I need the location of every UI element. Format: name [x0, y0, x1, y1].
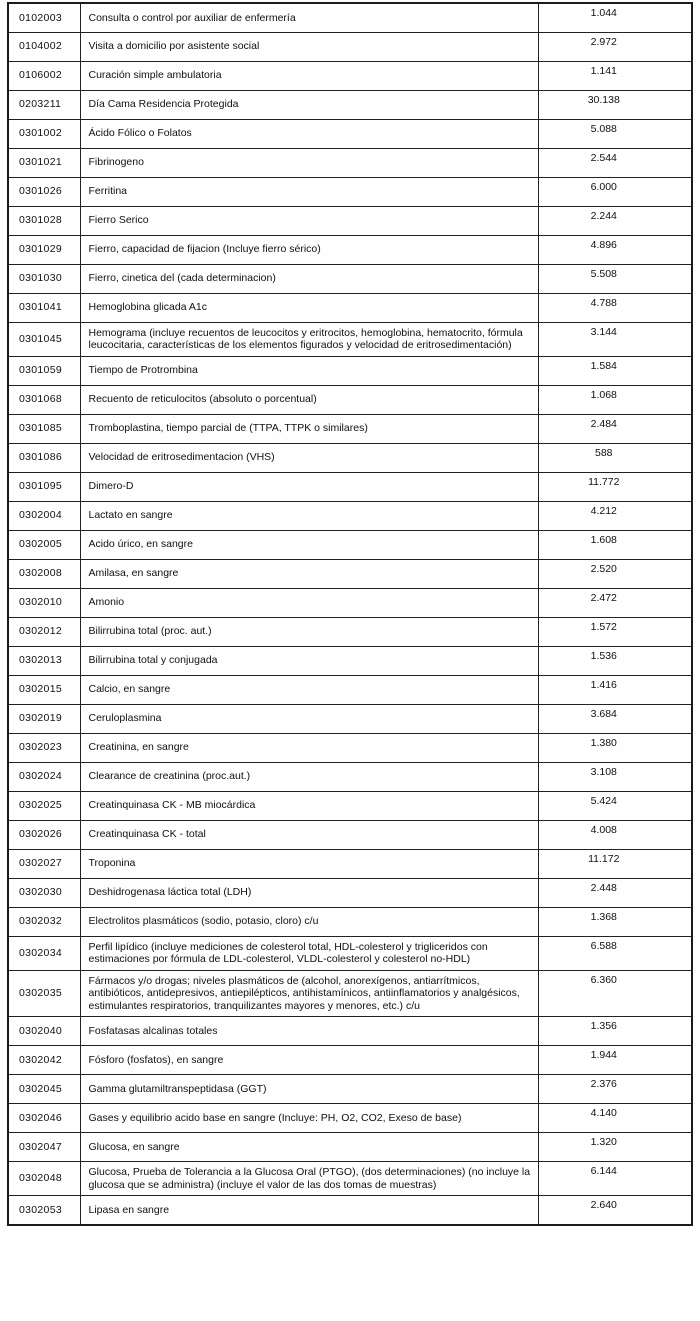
- table-row: [8, 501, 692, 530]
- description-cell: Deshidrogenasa láctica total (LDH): [80, 878, 538, 907]
- value-cell: 1.608: [538, 530, 692, 559]
- description-cell: Creatinquinasa CK - MB miocárdica: [80, 791, 538, 820]
- code-cell: 0301068: [8, 385, 80, 414]
- table-row: [8, 322, 692, 356]
- code-cell: 0302045: [8, 1075, 80, 1104]
- code-cell: 0301041: [8, 293, 80, 322]
- description-cell: Fibrinogeno: [80, 148, 538, 177]
- code-cell: 0301029: [8, 235, 80, 264]
- value-cell: 2.520: [538, 559, 692, 588]
- value-cell: 6.144: [538, 1162, 692, 1196]
- code-cell: 0301045: [8, 322, 80, 356]
- value-cell: 1.416: [538, 675, 692, 704]
- description-cell: Glucosa, en sangre: [80, 1133, 538, 1162]
- description-cell: Tromboplastina, tiempo parcial de (TTPA, TTPK o similares): [80, 414, 538, 443]
- code-cell: 0302015: [8, 675, 80, 704]
- value-cell: 30.138: [538, 90, 692, 119]
- value-cell: 4.896: [538, 235, 692, 264]
- description-cell: Creatinina, en sangre: [80, 733, 538, 762]
- description-cell: Gamma glutamiltranspeptidasa (GGT): [80, 1075, 538, 1104]
- code-cell: 0302032: [8, 907, 80, 936]
- table-row: [8, 588, 692, 617]
- value-cell: 2.640: [538, 1196, 692, 1225]
- code-cell: 0106002: [8, 61, 80, 90]
- table-row: [8, 1133, 692, 1162]
- table-row: [8, 293, 692, 322]
- table-row: [8, 32, 692, 61]
- code-cell: 0302004: [8, 501, 80, 530]
- table-row: [8, 675, 692, 704]
- table-row: [8, 119, 692, 148]
- value-cell: 1.068: [538, 385, 692, 414]
- table-row: [8, 1017, 692, 1046]
- code-cell: 0302019: [8, 704, 80, 733]
- description-cell: Dimero-D: [80, 472, 538, 501]
- code-cell: 0302026: [8, 820, 80, 849]
- table-row: [8, 1104, 692, 1133]
- description-cell: Perfil lipídico (incluye mediciones de colesterol total, HDL-colesterol y trigliceridos con estimaciones por fórmula de LDL-colesterol, VLDL-colesterol y colesterol no-HDL): [80, 936, 538, 970]
- table-row: [8, 90, 692, 119]
- value-cell: 2.472: [538, 588, 692, 617]
- description-cell: Bilirrubina total (proc. aut.): [80, 617, 538, 646]
- table-row: [8, 148, 692, 177]
- value-cell: 1.356: [538, 1017, 692, 1046]
- value-cell: 5.508: [538, 264, 692, 293]
- value-cell: 1.944: [538, 1046, 692, 1075]
- description-cell: Creatinquinasa CK - total: [80, 820, 538, 849]
- table-row: [8, 1046, 692, 1075]
- code-cell: 0203211: [8, 90, 80, 119]
- code-cell: 0302027: [8, 849, 80, 878]
- description-cell: Ácido Fólico o Folatos: [80, 119, 538, 148]
- value-cell: 3.144: [538, 322, 692, 356]
- value-cell: 3.108: [538, 762, 692, 791]
- code-cell: 0302023: [8, 733, 80, 762]
- code-cell: 0301021: [8, 148, 80, 177]
- code-cell: 0301059: [8, 356, 80, 385]
- description-cell: Consulta o control por auxiliar de enfermería: [80, 3, 538, 32]
- description-cell: Hemoglobina glicada A1c: [80, 293, 538, 322]
- value-cell: 2.544: [538, 148, 692, 177]
- description-cell: Clearance de creatinina (proc.aut.): [80, 762, 538, 791]
- value-cell: 588: [538, 443, 692, 472]
- code-cell: 0302010: [8, 588, 80, 617]
- code-cell: 0302042: [8, 1046, 80, 1075]
- value-cell: 11.172: [538, 849, 692, 878]
- value-cell: 5.424: [538, 791, 692, 820]
- value-cell: 4.008: [538, 820, 692, 849]
- code-cell: 0301085: [8, 414, 80, 443]
- table-row: [8, 206, 692, 235]
- table-row: [8, 646, 692, 675]
- description-cell: Fármacos y/o drogas; niveles plasmáticos de (alcohol, anorexígenos, antiarrítmicos, antibióticos, antidepresivos, antiepilépticos, antihistamínicos, antiinflamatorios y analgésicos, estimulantes respiratorios, tranquilizantes mayores y menores, etc.) c/u: [80, 970, 538, 1017]
- table-row: [8, 235, 692, 264]
- code-cell: 0302034: [8, 936, 80, 970]
- table-row: [8, 443, 692, 472]
- value-cell: 5.088: [538, 119, 692, 148]
- code-cell: 0302053: [8, 1196, 80, 1225]
- code-cell: 0302035: [8, 970, 80, 1017]
- value-cell: 1.044: [538, 3, 692, 32]
- table-body: [8, 3, 692, 1225]
- description-cell: Ceruloplasmina: [80, 704, 538, 733]
- value-cell: 1.572: [538, 617, 692, 646]
- code-cell: 0302012: [8, 617, 80, 646]
- table-row: [8, 704, 692, 733]
- description-cell: Fósforo (fosfatos), en sangre: [80, 1046, 538, 1075]
- value-cell: 2.376: [538, 1075, 692, 1104]
- code-cell: 0301028: [8, 206, 80, 235]
- description-cell: Acido úrico, en sangre: [80, 530, 538, 559]
- value-cell: 6.360: [538, 970, 692, 1017]
- value-cell: 3.684: [538, 704, 692, 733]
- value-cell: 2.484: [538, 414, 692, 443]
- code-cell: 0302030: [8, 878, 80, 907]
- description-cell: Electrolitos plasmáticos (sodio, potasio, cloro) c/u: [80, 907, 538, 936]
- description-cell: Amonio: [80, 588, 538, 617]
- code-cell: 0104002: [8, 32, 80, 61]
- description-cell: Glucosa, Prueba de Tolerancia a la Glucosa Oral (PTGO), (dos determinaciones) (no incluye la glucosa que se administra) (incluye el valor de las dos tomas de muestras): [80, 1162, 538, 1196]
- table-row: [8, 356, 692, 385]
- code-cell: 0302008: [8, 559, 80, 588]
- table-row: [8, 61, 692, 90]
- table-row: [8, 907, 692, 936]
- code-cell: 0302025: [8, 791, 80, 820]
- table-row: [8, 820, 692, 849]
- description-cell: Lactato en sangre: [80, 501, 538, 530]
- code-cell: 0301086: [8, 443, 80, 472]
- code-cell: 0302040: [8, 1017, 80, 1046]
- table-row: [8, 936, 692, 970]
- description-cell: Bilirrubina total y conjugada: [80, 646, 538, 675]
- code-cell: 0302024: [8, 762, 80, 791]
- description-cell: Día Cama Residencia Protegida: [80, 90, 538, 119]
- tariff-table: [7, 2, 693, 1226]
- code-cell: 0301095: [8, 472, 80, 501]
- value-cell: 6.588: [538, 936, 692, 970]
- value-cell: 1.584: [538, 356, 692, 385]
- table-row: [8, 472, 692, 501]
- description-cell: Lipasa en sangre: [80, 1196, 538, 1225]
- value-cell: 2.972: [538, 32, 692, 61]
- table-row: [8, 878, 692, 907]
- code-cell: 0301026: [8, 177, 80, 206]
- description-cell: Hemograma (incluye recuentos de leucocitos y eritrocitos, hemoglobina, hematocrito, fórmula leucocitaria, características de los elementos figurados y velocidad de eritrosedimentación): [80, 322, 538, 356]
- table-row: [8, 1075, 692, 1104]
- value-cell: 1.141: [538, 61, 692, 90]
- table-row: [8, 1196, 692, 1225]
- description-cell: Velocidad de eritrosedimentacion (VHS): [80, 443, 538, 472]
- table-row: [8, 264, 692, 293]
- table-row: [8, 1162, 692, 1196]
- description-cell: Fierro Serico: [80, 206, 538, 235]
- description-cell: Gases y equilibrio acido base en sangre (Incluye: PH, O2, CO2, Exeso de base): [80, 1104, 538, 1133]
- description-cell: Visita a domicilio por asistente social: [80, 32, 538, 61]
- description-cell: Calcio, en sangre: [80, 675, 538, 704]
- code-cell: 0102003: [8, 3, 80, 32]
- value-cell: 1.320: [538, 1133, 692, 1162]
- description-cell: Recuento de reticulocitos (absoluto o porcentual): [80, 385, 538, 414]
- description-cell: Tiempo de Protrombina: [80, 356, 538, 385]
- description-cell: Fierro, capacidad de fijacion (Incluye fierro sérico): [80, 235, 538, 264]
- code-cell: 0302013: [8, 646, 80, 675]
- value-cell: 4.140: [538, 1104, 692, 1133]
- value-cell: 4.788: [538, 293, 692, 322]
- table-row: [8, 385, 692, 414]
- table-row: [8, 733, 692, 762]
- value-cell: 4.212: [538, 501, 692, 530]
- code-cell: 0302048: [8, 1162, 80, 1196]
- value-cell: 6.000: [538, 177, 692, 206]
- description-cell: Ferritina: [80, 177, 538, 206]
- value-cell: 11.772: [538, 472, 692, 501]
- table-row: [8, 617, 692, 646]
- table-row: [8, 970, 692, 1017]
- code-cell: 0302005: [8, 530, 80, 559]
- description-cell: Fierro, cinetica del (cada determinacion): [80, 264, 538, 293]
- table-row: [8, 791, 692, 820]
- value-cell: 1.380: [538, 733, 692, 762]
- code-cell: 0301030: [8, 264, 80, 293]
- value-cell: 2.448: [538, 878, 692, 907]
- table-row: [8, 530, 692, 559]
- description-cell: Curación simple ambulatoria: [80, 61, 538, 90]
- table-row: [8, 849, 692, 878]
- code-cell: 0302047: [8, 1133, 80, 1162]
- value-cell: 1.536: [538, 646, 692, 675]
- table-row: [8, 762, 692, 791]
- description-cell: Amilasa, en sangre: [80, 559, 538, 588]
- table-row: [8, 177, 692, 206]
- description-cell: Troponina: [80, 849, 538, 878]
- description-cell: Fosfatasas alcalinas totales: [80, 1017, 538, 1046]
- value-cell: 2.244: [538, 206, 692, 235]
- code-cell: 0302046: [8, 1104, 80, 1133]
- table-row: [8, 414, 692, 443]
- table-row: [8, 559, 692, 588]
- table-row: [8, 3, 692, 32]
- code-cell: 0301002: [8, 119, 80, 148]
- value-cell: 1.368: [538, 907, 692, 936]
